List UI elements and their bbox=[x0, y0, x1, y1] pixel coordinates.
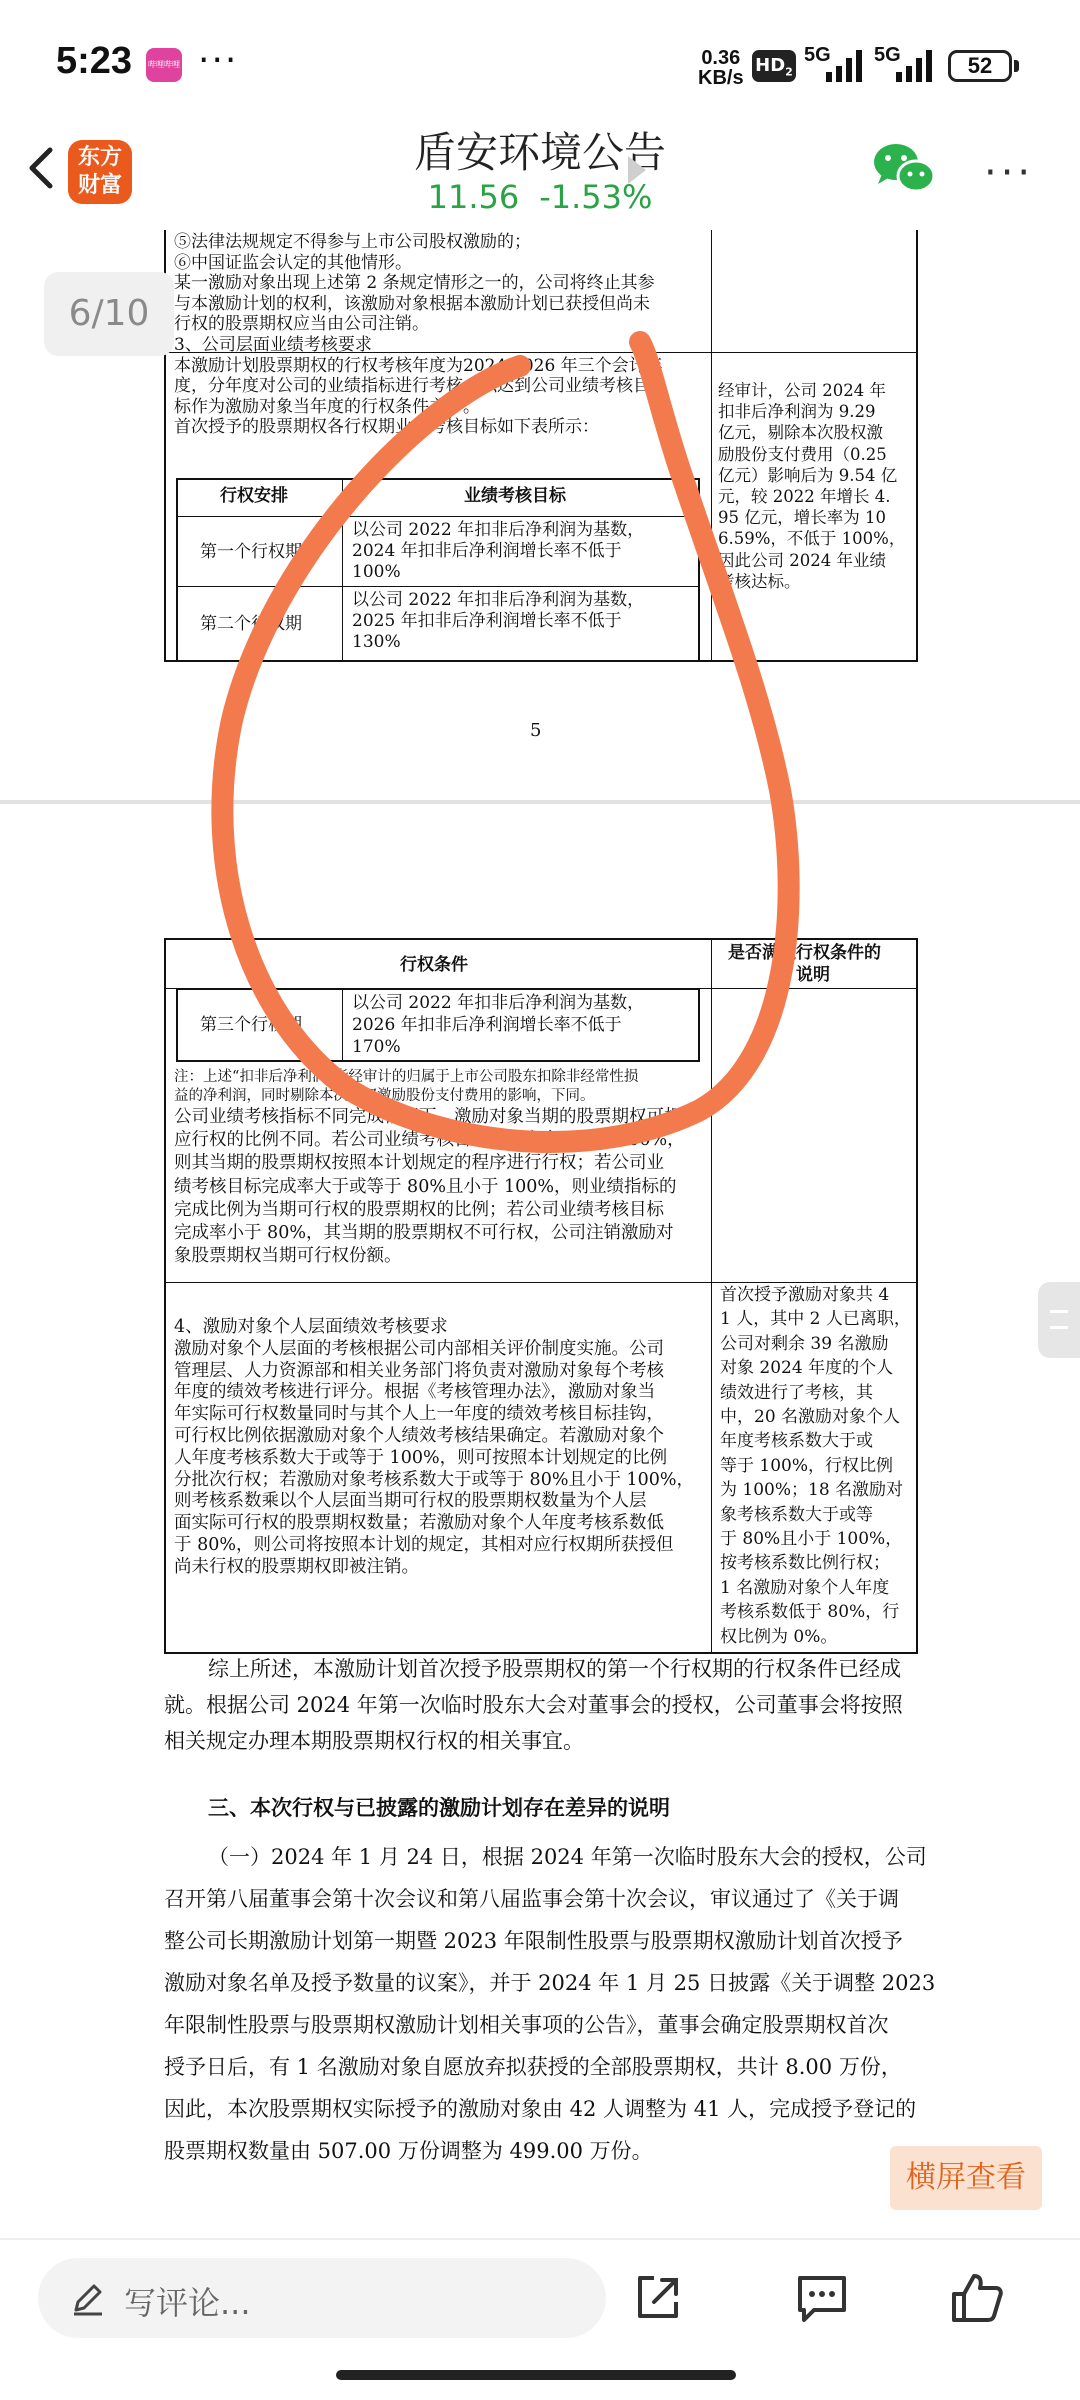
logo-line-2: 财富 bbox=[77, 173, 122, 198]
explanation-line: 按考核系数比例行权； bbox=[720, 1553, 890, 1574]
page-title: 盾安环境公告 bbox=[413, 128, 666, 177]
document-line: 4、激励对象个人层面绩效考核要求 bbox=[174, 1317, 448, 1337]
document-line: 应行权的比例不同。若公司业绩考核目标完成率大于等于 100%， bbox=[174, 1130, 685, 1151]
section-3-line: 授予日后，有 1 名激励对象自愿放弃拟获授的全部股票期权，共计 8.00 万份， bbox=[164, 2055, 902, 2079]
status-bar bbox=[0, 0, 1080, 120]
explanation-line: 权比例为 0%。 bbox=[720, 1626, 838, 1647]
document-line: 面实际可行权的股票期权数量；若激励对象个人年度考核系数低 bbox=[174, 1513, 664, 1534]
summary-line: 就。根据公司 2024 年第一次临时股东大会对董事会的授权，公司董事会将按照 bbox=[164, 1693, 903, 1717]
section-3-line: 激励对象名单及授予数量的议案》，并于 2024 年 1 月 25 日披露《关于调整 2023 bbox=[164, 1971, 936, 1995]
table-row-target: 以公司 2022 年扣非后净利润为基数， bbox=[352, 590, 645, 610]
landscape-view-button[interactable]: 横屏查看 bbox=[890, 2146, 1042, 2210]
explanation-line: 为 100%；18 名激励对 bbox=[720, 1480, 904, 1501]
note-line: 益的净利润，同时剔除本次股权激励股份支付费用的影响，下同。 bbox=[174, 1088, 595, 1104]
bilibili-notification-icon: 哔哩哔哩 bbox=[146, 48, 182, 82]
document-line: 年度的绩效考核进行评分。根据《考核管理办法》，激励对象当 bbox=[174, 1382, 656, 1403]
document-line: 于 80%，则公司将按照本计划的规定，其相对应行权期所获授但 bbox=[174, 1535, 674, 1555]
table-row-target: 2025 年扣非后净利润增长率不低于 bbox=[352, 611, 622, 631]
signal-1-label: 5G bbox=[804, 44, 831, 66]
document-line: ⑥中国证监会认定的其他情形。 bbox=[174, 252, 412, 273]
third-period-target: 170% bbox=[352, 1037, 401, 1057]
explanation-line: 对象 2024 年度的个人 bbox=[720, 1358, 894, 1379]
explanation-line: 1 人，其中 2 人已离职， bbox=[720, 1309, 911, 1330]
battery-tip bbox=[1014, 60, 1019, 72]
play-arrow-icon[interactable] bbox=[628, 156, 646, 184]
logo-line-1: 东方 bbox=[77, 145, 122, 170]
explanation-line: 考核达标。 bbox=[718, 571, 801, 591]
explanation-line: 亿元）影响后为 9.54 亿 bbox=[718, 465, 898, 485]
table-header-explanation-2: 说明 bbox=[796, 965, 830, 985]
network-speed-unit: KB/s bbox=[698, 67, 744, 89]
document-line: 象股票期权当期可行权份额。 bbox=[174, 1246, 402, 1267]
table-header-conditions: 行权条件 bbox=[400, 955, 468, 975]
explanation-line: 6.59%，不低于 100%， bbox=[718, 529, 906, 549]
explanation-line: 考核系数低于 80%，行 bbox=[720, 1602, 900, 1623]
table-row-target: 130% bbox=[352, 632, 401, 652]
home-indicator bbox=[336, 2370, 736, 2380]
explanation-line: 等于 100%，行权比例 bbox=[720, 1455, 894, 1476]
document-line: 某一激励对象出现上述第 2 条规定情形之一的，公司将终止其参 bbox=[174, 273, 655, 294]
network-speed bbox=[698, 48, 744, 88]
document-line: 行权的股票期权应当由公司注销。 bbox=[174, 314, 429, 335]
summary-line: 综上所述，本激励计划首次授予股票期权的第一个行权期的行权条件已经成 bbox=[208, 1657, 901, 1681]
more-options-icon[interactable]: ··· bbox=[984, 150, 1035, 196]
section-3-title: 三、本次行权与已披露的激励计划存在差异的说明 bbox=[208, 1795, 670, 1820]
document-line: 完成率小于 80%，其当期的股票期权不可行权，公司注销激励对 bbox=[174, 1223, 674, 1243]
side-drawer-handle[interactable] bbox=[1038, 1282, 1080, 1358]
third-period-target: 2026 年扣非后净利润增长率不低于 bbox=[352, 1015, 622, 1035]
like-button[interactable] bbox=[946, 2268, 1006, 2328]
document-line: ⑤法律法规规定不得参与上市公司股权激励的； bbox=[174, 232, 531, 252]
document-line: 激励对象个人层面的考核根据公司内部相关评价制度实施。公司 bbox=[174, 1338, 664, 1359]
table-header-explanation: 是否满足行权条件的 bbox=[728, 943, 881, 963]
explanation-line: 首次授予激励对象共 4 bbox=[720, 1285, 890, 1305]
document-line: 则考核系数乘以个人层面当期可行权的股票期权数量为个人层 bbox=[174, 1491, 647, 1512]
explanation-line: 因此公司 2024 年业绩 bbox=[718, 550, 886, 570]
document-line: 本激励计划股票期权的行权考核年度为2024-2026 年三个会计年 bbox=[174, 355, 663, 376]
document-line: 尚未行权的股票期权即被注销。 bbox=[174, 1556, 419, 1577]
network-speed-value: 0.36 bbox=[701, 47, 741, 69]
table-header-target: 业绩考核目标 bbox=[464, 486, 566, 506]
comment-icon bbox=[792, 2268, 852, 2328]
stock-price: 11.56 bbox=[427, 178, 520, 216]
explanation-line: 象考核系数大于或等 bbox=[720, 1504, 873, 1525]
table-row-target: 以公司 2022 年扣非后净利润为基数， bbox=[352, 520, 645, 540]
explanation-line: 亿元，剔除本次股权激 bbox=[718, 423, 883, 443]
table-header-period: 行权安排 bbox=[220, 486, 288, 506]
table-row-period: 第二个行权期 bbox=[200, 614, 302, 634]
share-button[interactable] bbox=[628, 2268, 688, 2328]
section-3-line: （一）2024 年 1 月 24 日，根据 2024 年第一次临时股东大会的授权，公司 bbox=[208, 1845, 927, 1869]
hd-voice-icon bbox=[752, 50, 796, 82]
explanation-line: 中，20 名激励对象个人 bbox=[720, 1407, 901, 1427]
section-3-line: 年限制性股票与股票期权激励计划相关事项的公告》，董事会确定股票期权首次 bbox=[164, 2013, 889, 2037]
document-line: 管理层、人力资源部和相关业务部门将负责对激励对象每个考核 bbox=[174, 1360, 664, 1381]
explanation-line: 经审计，公司 2024 年 bbox=[718, 381, 886, 400]
explanation-line: 于 80%且小于 100%， bbox=[720, 1529, 903, 1549]
explanation-line: 1 名激励对象个人年度 bbox=[720, 1577, 890, 1598]
document-line: 首次授予的股票期权各行权期业绩考核目标如下表所示： bbox=[174, 417, 599, 438]
document-line: 标作为激励对象当年度的行权条件之一。 bbox=[174, 396, 480, 417]
document-line: 公司业绩考核指标不同完成情况下，激励对象当期的股票期权可相 bbox=[174, 1107, 682, 1127]
comment-input[interactable] bbox=[38, 2258, 606, 2338]
pen-icon bbox=[68, 2278, 108, 2318]
comments-button[interactable] bbox=[792, 2268, 852, 2328]
note-line: 注：上述“扣非后净利润”指经审计的归属于上市公司股东扣除非经常性损 bbox=[174, 1069, 639, 1085]
signal-2-label: 5G bbox=[874, 44, 901, 66]
document-line: 分批次行权；若激励对象考核系数大于或等于 80%且小于 100%， bbox=[174, 1469, 695, 1490]
section-3-line: 整公司长期激励计划第一期暨 2023 年限制性股票与股票期权激励计划首次授予 bbox=[164, 1929, 903, 1953]
table-row-target: 100% bbox=[352, 562, 401, 582]
document-line: 完成比例为当期可行权的股票期权的比例；若公司业绩考核目标 bbox=[174, 1199, 664, 1220]
document-line: 人年度考核系数大于或等于 100%，则可按照本计划规定的比例 bbox=[174, 1447, 668, 1468]
explanation-line: 绩效进行了考核，其 bbox=[720, 1382, 873, 1403]
section-3-line: 股票期权数量由 507.00 万份调整为 499.00 万份。 bbox=[164, 2139, 653, 2163]
document-line: 可行权比例依据激励对象个人绩效考核结果确定。若激励对象个 bbox=[174, 1426, 664, 1446]
explanation-line: 扣非后净利润为 9.29 bbox=[718, 402, 876, 422]
document-line: 3、公司层面业绩考核要求 bbox=[174, 335, 372, 355]
document-line: 与本激励计划的权利，该激励对象根据本激励计划已获授但尚未 bbox=[174, 293, 650, 314]
bottom-divider bbox=[0, 2238, 1080, 2240]
wechat-share-button[interactable] bbox=[872, 142, 936, 196]
status-time: 5:23 bbox=[56, 40, 133, 82]
section-3-line: 召开第八届董事会第十次会议和第八届监事会第十次会议，审议通过了《关于调 bbox=[164, 1887, 899, 1911]
explanation-line: 励股份支付费用（0.25 bbox=[718, 444, 887, 464]
page-counter: 6/10 bbox=[44, 272, 174, 356]
document-line: 度，分年度对公司的业绩指标进行考核，以达到公司业绩考核目 bbox=[174, 376, 650, 397]
table-row-period: 第一个行权期 bbox=[200, 542, 302, 562]
section-3-line: 因此，本次股票期权实际授予的激励对象由 42 人调整为 41 人，完成授予登记的 bbox=[164, 2097, 917, 2121]
table-row-target: 2024 年扣非后净利润增长率不低于 bbox=[352, 541, 622, 561]
hd-sub: 2 bbox=[785, 65, 793, 79]
stock-change: -1.53% bbox=[539, 178, 653, 216]
thumbs-up-icon bbox=[946, 2268, 1006, 2328]
third-period-target: 以公司 2022 年扣非后净利润为基数， bbox=[352, 993, 645, 1013]
document-line: 绩考核目标完成率大于或等于 80%且小于 100%，则业绩指标的 bbox=[174, 1176, 677, 1197]
share-icon bbox=[628, 2268, 688, 2328]
third-period-label: 第三个行权期 bbox=[200, 1015, 302, 1035]
explanation-line: 元，较 2022 年增长 4. bbox=[718, 487, 891, 506]
explanation-line: 年度考核系数大于或 bbox=[720, 1431, 873, 1452]
explanation-line: 公司对剩余 39 名激励 bbox=[720, 1333, 889, 1354]
document-line: 则其当期的股票期权按照本计划规定的程序进行行权；若公司业 bbox=[174, 1153, 664, 1174]
summary-line: 相关规定办理本期股票期权行权的相关事宜。 bbox=[164, 1729, 584, 1753]
hd-label: HD bbox=[755, 55, 786, 76]
page-number: 5 bbox=[530, 720, 542, 741]
document-line: 年实际可行权数量同时与其个人上一年度的绩效考核目标挂钩， bbox=[174, 1404, 664, 1425]
more-notifications-icon: ··· bbox=[198, 40, 239, 81]
page-divider bbox=[0, 800, 1080, 804]
wechat-icon bbox=[872, 142, 936, 196]
battery-icon: 52 bbox=[948, 50, 1012, 82]
comment-placeholder: 写评论... bbox=[124, 2284, 251, 2322]
explanation-line: 95 亿元，增长率为 10 bbox=[718, 508, 886, 528]
